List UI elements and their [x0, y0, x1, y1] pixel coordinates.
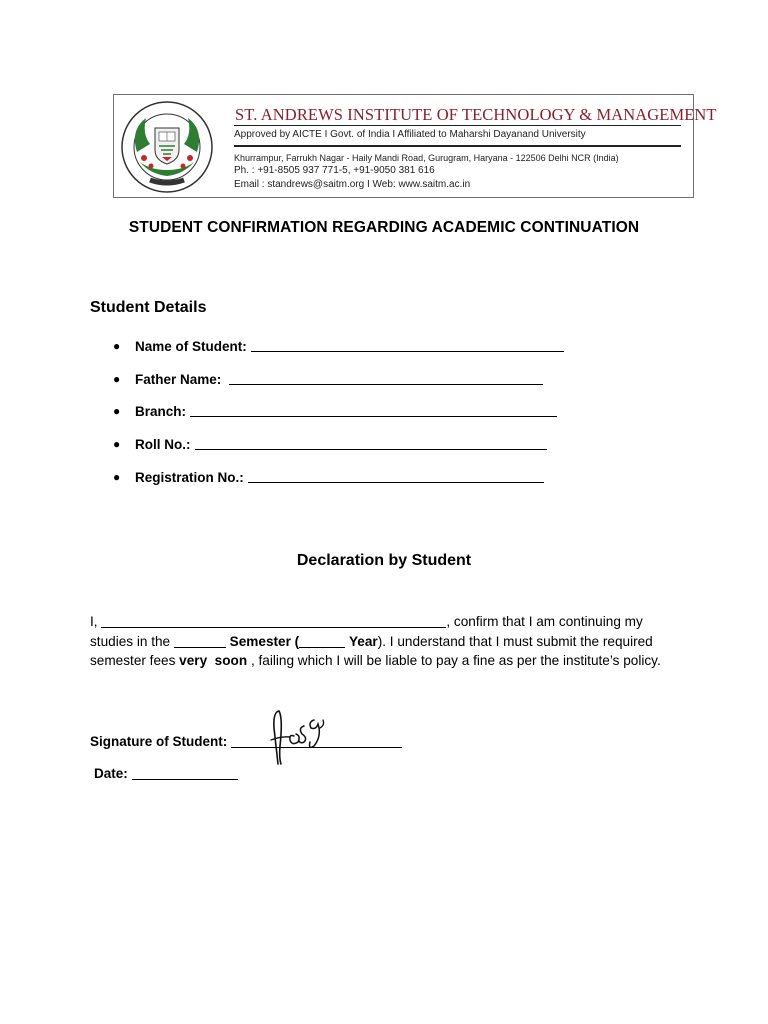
studies-text: studies in the	[90, 633, 171, 649]
branch-blank[interactable]	[190, 404, 557, 417]
declaration-confirm-text: , confirm that I am continuing my	[446, 614, 643, 629]
declaration-line-2: studies in the Semester ( Year). I understand that I must submit the required	[90, 633, 653, 649]
field-registration-no	[113, 470, 544, 485]
field-father-name	[113, 372, 543, 387]
declaration-prefix: I,	[90, 614, 98, 629]
field-name-of-student	[113, 339, 564, 354]
institute-phone: Ph. : +91-8505 937 771-5, +91-9050 381 616	[234, 165, 435, 176]
roll-no-blank[interactable]	[195, 437, 547, 450]
approval-line: Approved by AICTE I Govt. of India I Affiliated to Maharshi Dayanand University	[234, 129, 586, 140]
signature-row	[90, 734, 402, 749]
institute-contact: Email : standrews@saitm.org I Web: www.saitm.ac.in	[234, 179, 471, 190]
father-name-blank[interactable]	[229, 372, 543, 385]
student-name-blank[interactable]	[101, 614, 446, 628]
semester-number-blank[interactable]	[174, 634, 226, 648]
signature-label: Signature of Student:	[90, 734, 228, 749]
name-of-student-blank[interactable]	[251, 339, 564, 352]
semester-fees-text: semester fees	[90, 653, 176, 668]
field-branch	[113, 404, 557, 419]
year-number-blank[interactable]	[299, 634, 345, 648]
letterhead	[113, 94, 717, 198]
institute-address: Khurrampur, Farrukh Nagar - Haily Mandi Road, Gurugram, Haryana - 122506 Delhi NCR (India)	[234, 153, 619, 163]
semester-label: Semester (	[229, 633, 300, 649]
bullet-icon: ●	[113, 437, 121, 451]
declaration-text	[90, 612, 690, 671]
bullet-icon: ●	[113, 372, 121, 386]
field-label: Branch:	[135, 404, 187, 419]
declaration-line-3	[90, 651, 690, 671]
field-label: Registration No.:	[135, 470, 244, 485]
field-label: Name of Student:	[135, 339, 247, 354]
fine-policy-text: , failing which I will be liable to pay a fine as per the institute’s policy.	[250, 653, 661, 668]
student-details-heading: Student Details	[90, 299, 207, 316]
document-title: STUDENT CONFIRMATION REGARDING ACADEMIC CONTINUATION	[128, 219, 640, 236]
bullet-icon: ●	[113, 404, 121, 418]
field-label: Roll No.:	[135, 437, 191, 452]
field-roll-no	[113, 437, 547, 452]
field-label: Father Name:	[135, 372, 222, 387]
institute-name: ST. ANDREWS INSTITUTE OF TECHNOLOGY & MANAGEMENT	[235, 105, 717, 124]
bullet-icon: ●	[113, 339, 121, 353]
bullet-icon: ●	[113, 470, 121, 484]
deadline-emphasis: very soon	[179, 653, 248, 668]
institute-crest	[120, 100, 214, 194]
letterhead-divider	[234, 125, 681, 126]
date-label: Date:	[94, 766, 128, 781]
declaration-heading: Declaration by Student	[296, 552, 472, 569]
letterhead-divider-thick	[234, 145, 681, 147]
date-row	[94, 766, 238, 781]
declaration-line-1	[90, 612, 690, 632]
student-signature	[268, 706, 330, 768]
declaration-understand-text: . I understand that I must submit the required	[382, 633, 653, 649]
year-label: Year	[348, 633, 378, 649]
registration-no-blank[interactable]	[248, 470, 544, 483]
date-blank[interactable]	[132, 766, 238, 780]
